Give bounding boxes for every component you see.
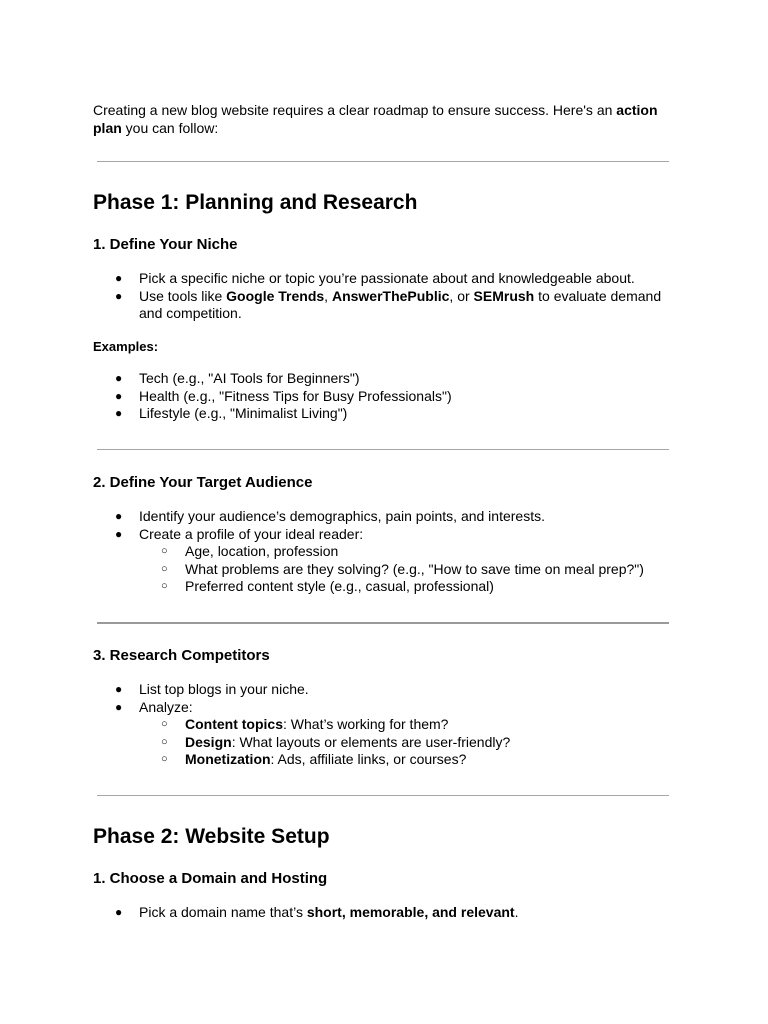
competitors-section [93, 646, 673, 666]
niche-list [93, 270, 673, 323]
sub-list-item [139, 716, 673, 734]
phase1-section [93, 190, 673, 216]
sub-item-bold: Monetization [185, 751, 271, 767]
sub-item-text: Age, location, profession [185, 543, 339, 559]
bullet-icon: ● [115, 288, 123, 303]
sub-item-text: What problems are they solving? (e.g., "How to save time on meal prep?") [185, 560, 644, 577]
divider [97, 449, 669, 450]
list-item-text: List top blogs in your niche. [139, 681, 309, 697]
list-item-text: Tech (e.g., "AI Tools for Beginners") [139, 370, 360, 386]
examples-label: Examples: [93, 339, 159, 354]
list-item-text: Lifestyle (e.g., "Minimalist Living") [139, 405, 348, 421]
bullet-icon: ● [115, 509, 123, 523]
competitors-list [93, 681, 673, 769]
bullet-icon: ● [115, 699, 123, 714]
list-item-text: Create a profile of your ideal reader: [139, 525, 364, 542]
tool-name: Google Trends [226, 287, 325, 304]
intro-text-b: you can follow: [121, 120, 219, 136]
examples-label-block [93, 338, 673, 356]
divider [97, 622, 669, 624]
circle-bullet-icon: ○ [161, 580, 168, 592]
competitors-heading: 3. Research Competitors [93, 647, 270, 664]
circle-bullet-icon: ○ [161, 735, 168, 748]
intro-text-a: Creating a new blog website requires a clear roadmap to ensure success. Here's an [93, 102, 617, 118]
list-item-text: Identify your audience’s demographics, pain points, and interests. [139, 508, 545, 524]
circle-bullet-icon: ○ [161, 718, 168, 730]
tool-name: AnswerThePublic [331, 287, 450, 304]
text-run: Pick a domain name that’s [139, 904, 307, 920]
bullet-icon: ● [115, 371, 123, 385]
sub-item-text: : Ads, affiliate links, or courses? [270, 751, 467, 767]
list-item [93, 370, 673, 388]
audience-section [93, 473, 673, 493]
list-item [93, 405, 673, 423]
emphasis: short, memorable, and relevant [306, 904, 515, 920]
sub-item-bold: Content topics [185, 716, 283, 732]
sub-list-item [139, 578, 673, 596]
bullet-icon: ● [115, 682, 123, 696]
sub-list-item [139, 561, 673, 579]
domain-list [93, 904, 673, 922]
list-item [93, 681, 673, 699]
text-run: . [514, 904, 519, 920]
sub-list-item [139, 734, 673, 752]
tool-name: SEMrush [473, 287, 535, 304]
intro-bold: action plan [93, 102, 658, 136]
list-item [93, 699, 673, 769]
list-item [93, 904, 673, 922]
bullet-icon: ● [115, 526, 123, 541]
sub-list-item [139, 543, 673, 561]
list-item [93, 526, 673, 596]
list-item [93, 288, 673, 323]
audience-list [93, 508, 673, 596]
domain-section [93, 869, 673, 889]
list-item [93, 388, 673, 406]
phase2-section [93, 824, 673, 850]
bullet-icon: ● [115, 406, 123, 420]
list-item [93, 270, 673, 288]
bullet-icon: ● [115, 388, 123, 403]
divider [97, 795, 669, 796]
domain-heading: 1. Choose a Domain and Hosting [93, 870, 328, 887]
text-run: , or [449, 287, 474, 304]
sub-item-text: : What layouts or elements are user-friendly? [231, 733, 511, 750]
text-run: , [324, 287, 332, 304]
circle-bullet-icon: ○ [161, 545, 168, 557]
text-run: to evaluate demand and competition. [139, 287, 662, 321]
bullet-icon: ● [115, 271, 123, 285]
list-item-text: Pick a specific niche or topic you’re passionate about and knowledgeable about. [139, 270, 635, 286]
divider [97, 161, 669, 162]
circle-bullet-icon: ○ [161, 562, 168, 575]
sub-item-text: : What’s working for them? [283, 716, 449, 732]
list-item-text: Health (e.g., "Fitness Tips for Busy Professionals") [139, 387, 452, 404]
niche-section [93, 235, 673, 255]
sub-list-item [139, 751, 673, 769]
phase2-title: Phase 2: Website Setup [93, 825, 330, 848]
bullet-icon: ● [115, 905, 123, 919]
intro-paragraph [93, 101, 673, 137]
list-item [93, 508, 673, 526]
phase1-title: Phase 1: Planning and Research [93, 191, 418, 214]
sub-item-bold: Design [185, 733, 232, 750]
audience-heading: 2. Define Your Target Audience [93, 474, 313, 491]
examples-list [93, 370, 673, 423]
list-item-text: Analyze: [139, 698, 193, 715]
text-run: Use tools like [139, 287, 227, 304]
sub-item-text: Preferred content style (e.g., casual, professional) [185, 578, 494, 594]
niche-heading: 1. Define Your Niche [93, 236, 238, 253]
circle-bullet-icon: ○ [161, 753, 168, 765]
